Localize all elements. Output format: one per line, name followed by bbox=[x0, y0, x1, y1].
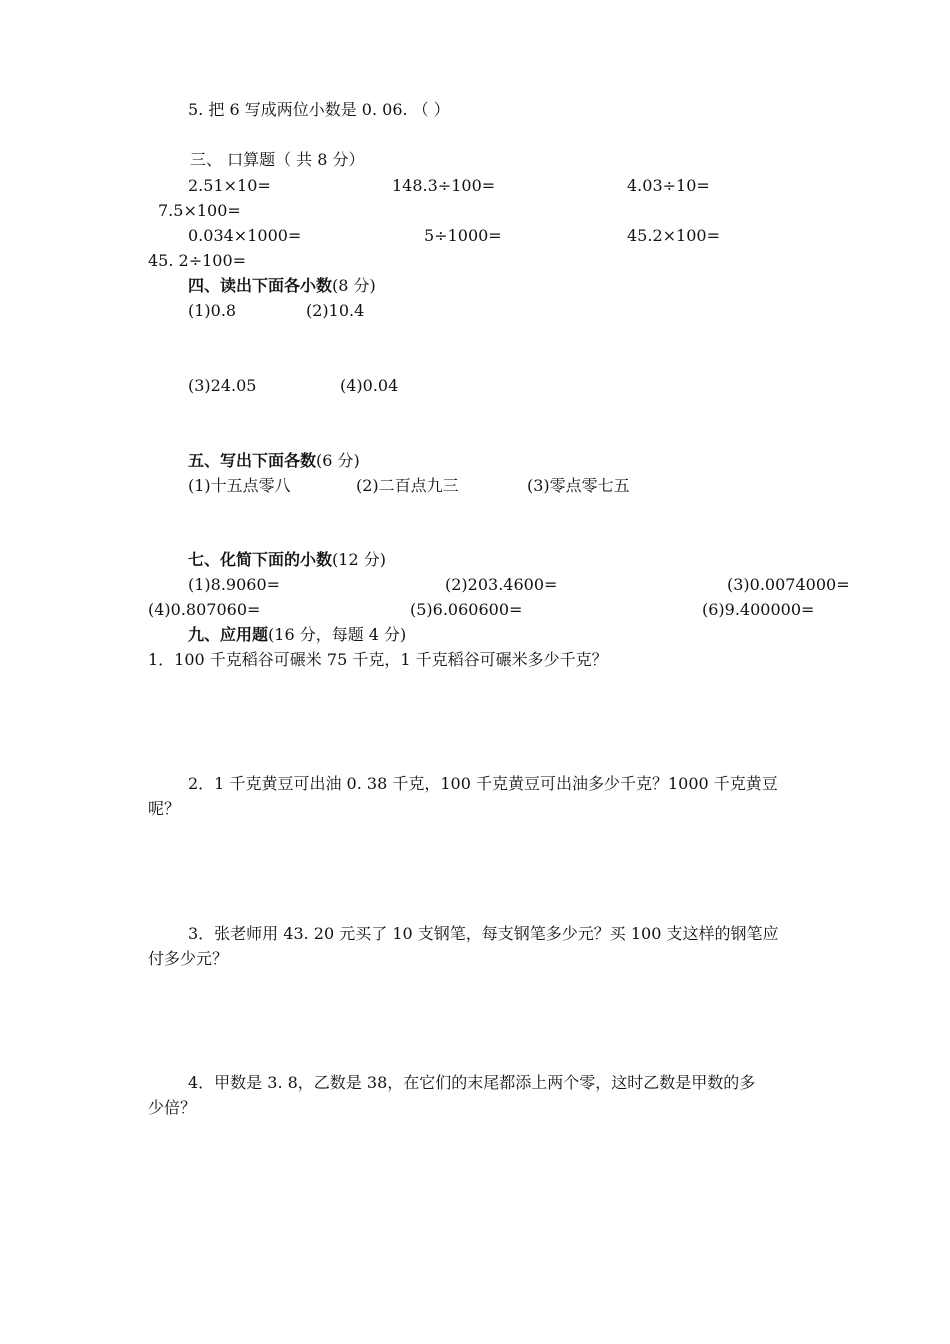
write-item: (3)零点零七五 bbox=[527, 476, 630, 495]
simplify-item: (3)0.0074000= bbox=[727, 575, 850, 594]
section-9-heading bbox=[188, 625, 406, 645]
calc-item: 2.51×10= bbox=[188, 176, 271, 195]
word-problem-1: 1．100 千克稻谷可碾米 75 千克，1 千克稻谷可碾米多少千克？ bbox=[148, 650, 608, 669]
simplify-item: (6)9.400000= bbox=[702, 600, 815, 619]
section-5-score: (6 分) bbox=[316, 451, 360, 470]
simplify-item: (2)203.4600= bbox=[445, 575, 558, 594]
calc-item: 148.3÷100= bbox=[392, 176, 496, 195]
word-problem-4: 4．甲数是 3. 8，乙数是 38，在它们的末尾都添上两个零，这时乙数是甲数的多 bbox=[188, 1073, 756, 1092]
section-4-title: 四、读出下面各小数 bbox=[188, 276, 333, 295]
section-9-title: 九、应用题 bbox=[188, 625, 269, 644]
calc-item: 45. 2÷100= bbox=[148, 251, 247, 270]
section-7-heading bbox=[188, 550, 386, 570]
section-5-heading bbox=[188, 451, 360, 471]
simplify-item: (1)8.9060= bbox=[188, 575, 281, 594]
word-problem-4-cont: 少倍？ bbox=[148, 1098, 197, 1117]
word-problem-3-cont: 付多少元？ bbox=[148, 949, 229, 968]
calc-item: 7.5×100= bbox=[158, 201, 241, 220]
read-item: (2)10.4 bbox=[306, 301, 365, 320]
read-item: (3)24.05 bbox=[188, 376, 257, 395]
calc-item: 4.03÷10= bbox=[627, 176, 710, 195]
simplify-item: (5)6.060600= bbox=[410, 600, 523, 619]
section-9-score: (16 分，每题 4 分) bbox=[268, 625, 407, 644]
simplify-item: (4)0.807060= bbox=[148, 600, 261, 619]
read-item: (4)0.04 bbox=[340, 376, 399, 395]
word-problem-2-cont: 呢？ bbox=[148, 799, 181, 818]
read-item: (1)0.8 bbox=[188, 301, 237, 320]
write-item: (1)十五点零八 bbox=[188, 476, 291, 495]
section-5-title: 五、写出下面各数 bbox=[188, 451, 317, 470]
word-problem-3: 3．张老师用 43. 20 元买了 10 支钢笔，每支钢笔多少元？买 100 支这样的钢笔应 bbox=[188, 924, 779, 943]
write-item: (2)二百点九三 bbox=[356, 476, 459, 495]
calc-item: 5÷1000= bbox=[424, 226, 502, 245]
section-7-score: (12 分) bbox=[332, 550, 386, 569]
section-7-title: 七、化简下面的小数 bbox=[188, 550, 333, 569]
section-4-heading bbox=[188, 276, 376, 296]
word-problem-2: 2．1 千克黄豆可出油 0. 38 千克，100 千克黄豆可出油多少千克？1000 千克黄豆 bbox=[188, 774, 778, 793]
calc-item: 45.2×100= bbox=[627, 226, 720, 245]
calc-item: 0.034×1000= bbox=[188, 226, 302, 245]
true-false-item-5: 5. 把 6 写成两位小数是 0. 06. （ ） bbox=[188, 100, 450, 119]
section-4-score: (8 分) bbox=[332, 276, 376, 295]
section-3-title: 三、 口算题（ 共 8 分） bbox=[190, 150, 365, 169]
